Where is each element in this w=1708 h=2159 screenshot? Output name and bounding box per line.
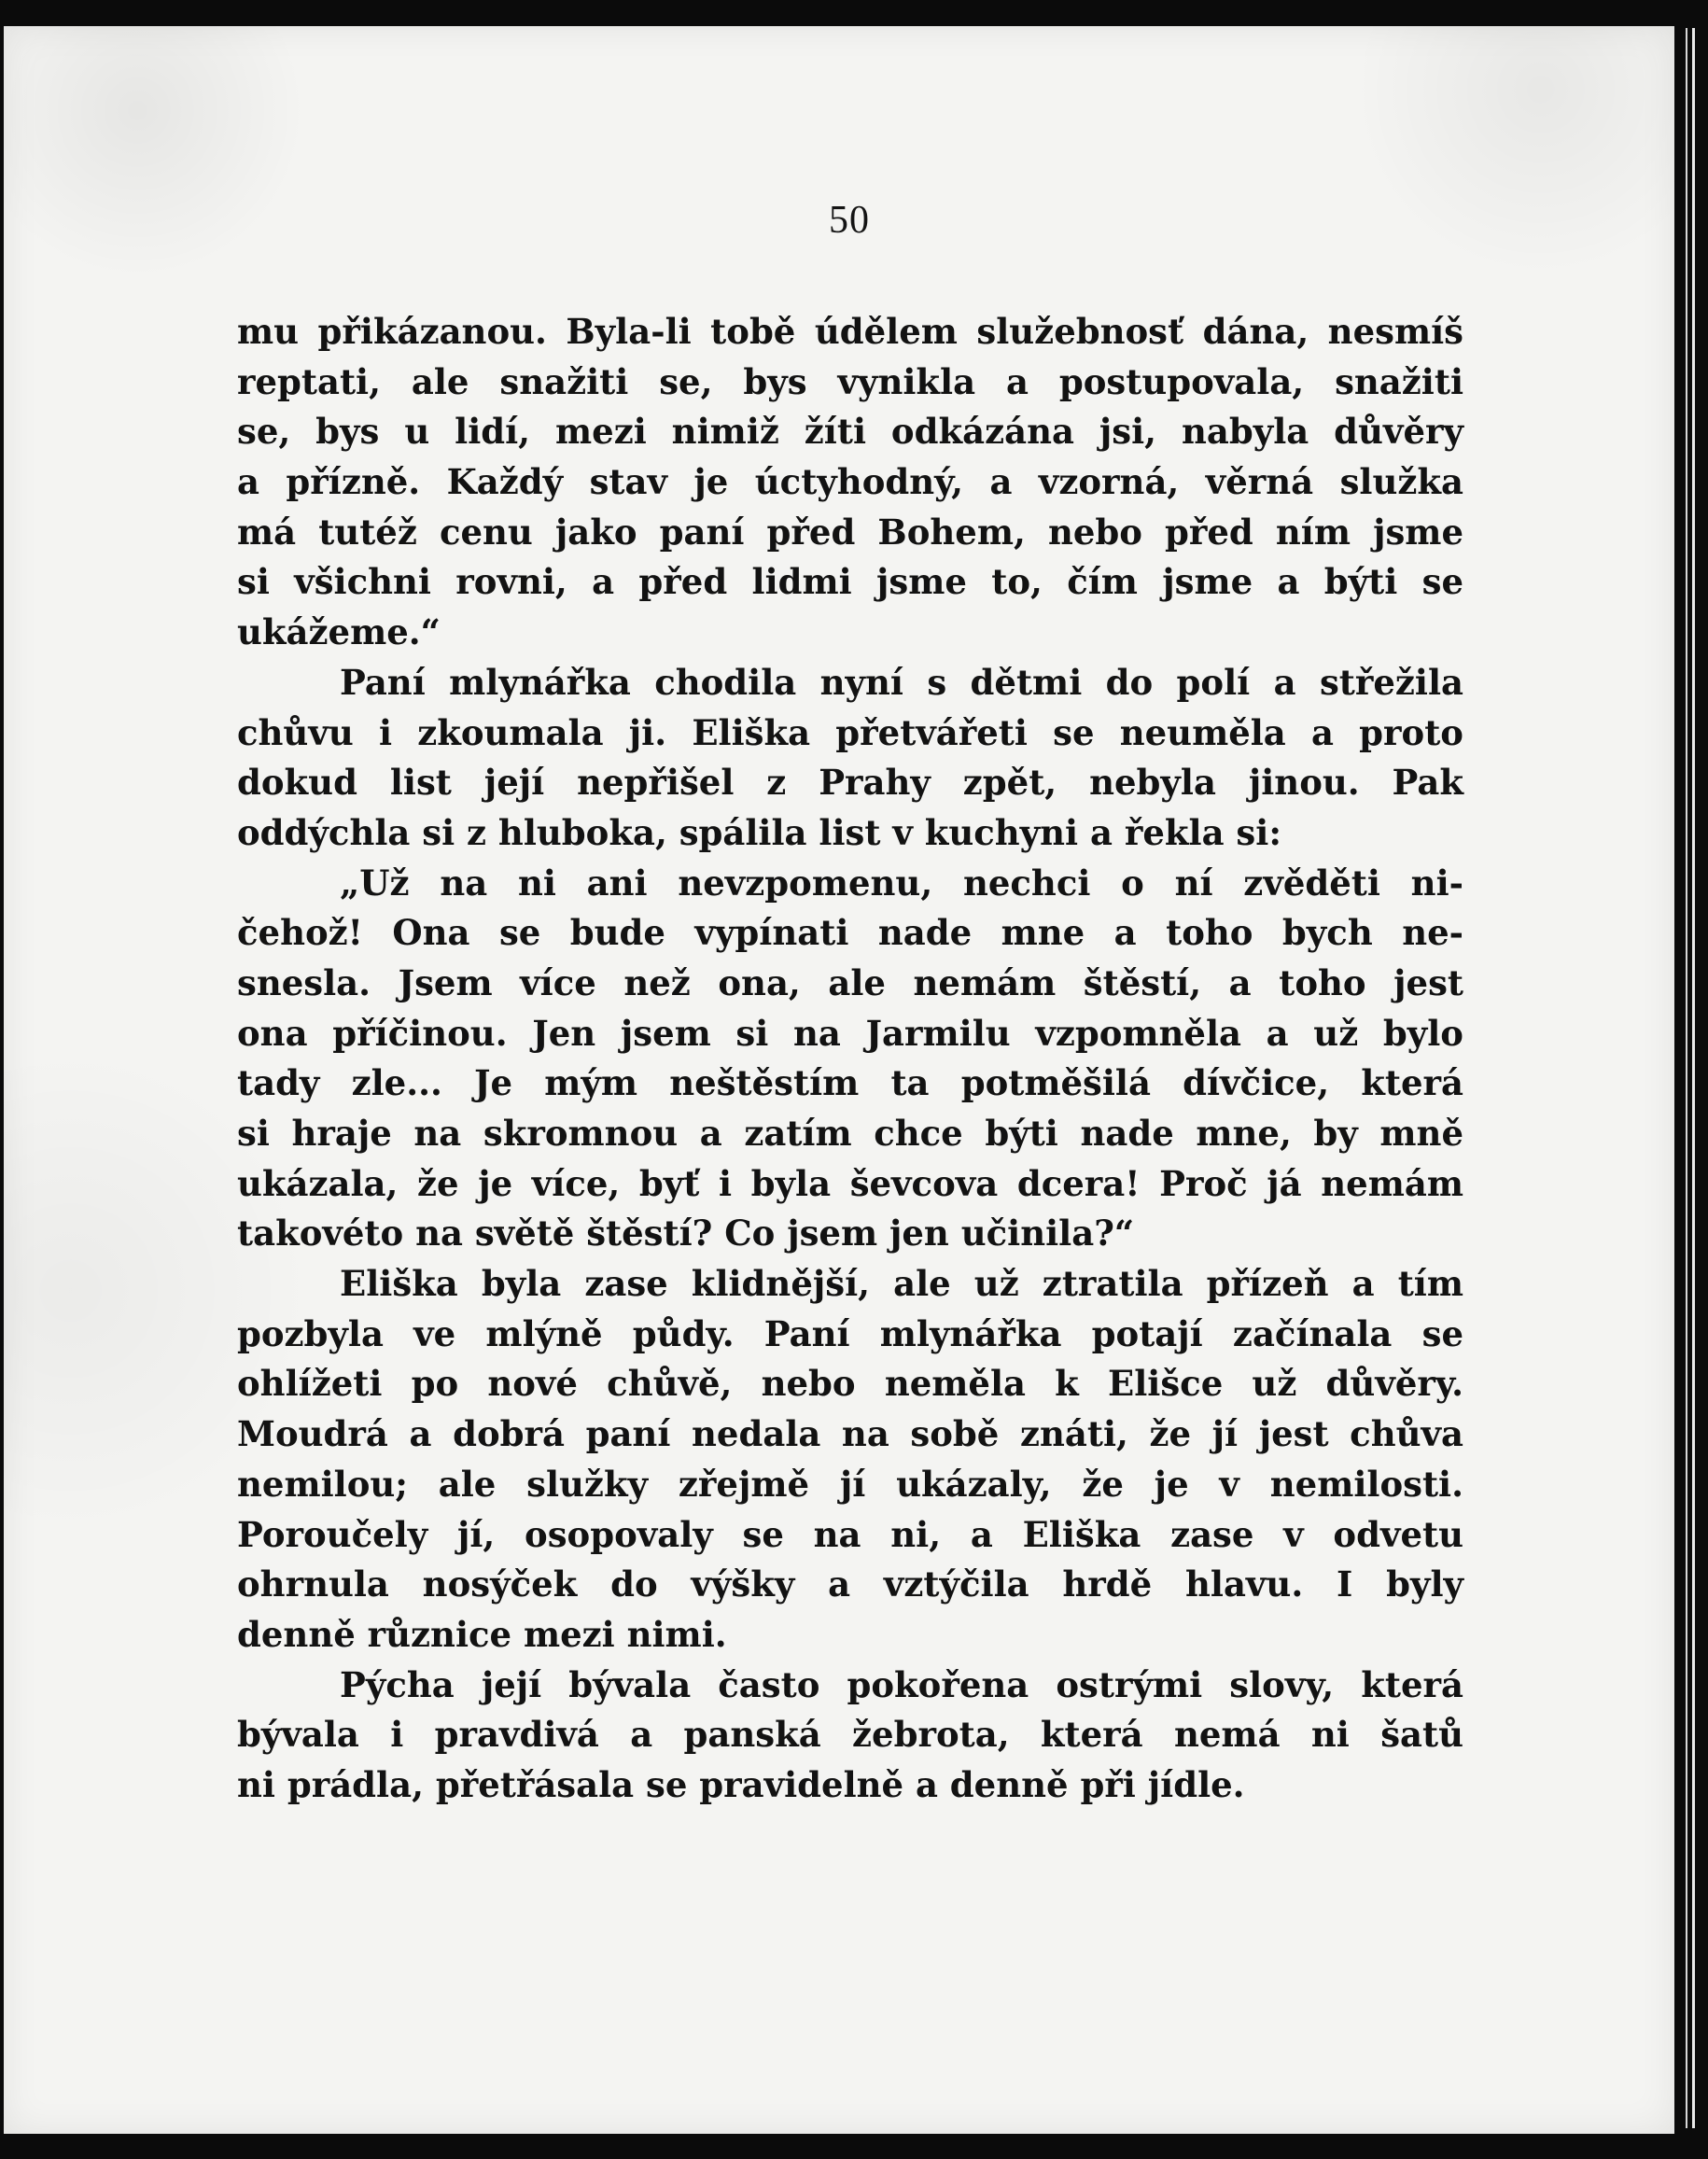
page-edge-line <box>1686 28 1687 2128</box>
text-line: má tutéž cenu jako paní před Bohem, nebo před ním jsme <box>237 511 1463 553</box>
text-line: si všichni rovni, a před lidmi jsme to, čím jsme a býti se <box>237 561 1463 603</box>
text-line: bývala i pravdivá a panská žebrota, která nemá ni šatů <box>237 1714 1463 1756</box>
text-line: dokud list její nepřišel z Prahy zpět, nebyla jinou. Pak <box>237 762 1463 804</box>
text-line: se, bys u lidí, mezi nimiž žíti odkázána jsi, nabyla důvěry <box>237 411 1463 453</box>
text-line: ohlížeti po nové chůvě, nebo neměla k Elišce už důvěry. <box>237 1363 1463 1405</box>
text-line: ona příčinou. Jen jsem si na Jarmilu vzpomněla a už bylo <box>237 1012 1463 1054</box>
text-line: snesla. Jsem více než ona, ale nemám štěstí, a toho jest <box>237 961 1463 1003</box>
text-line: Pýcha její bývala často pokořena ostrými slovy, která <box>340 1663 1463 1705</box>
text-line: čehož! Ona se bude vypínati nade mne a toho bych ne- <box>237 912 1463 954</box>
text-line: reptati, ale snažiti se, bys vynikla a postupovala, snažiti <box>237 360 1463 402</box>
text-line: si hraje na skromnou a zatím chce býti nade mne, by mně <box>237 1113 1463 1154</box>
text-line: Paní mlynářka chodila nyní s dětmi do polí a střežila <box>340 661 1463 703</box>
text-line: oddýchla si z hluboka, spálila list v kuchyni a řekla si: <box>237 811 1281 853</box>
text-line: „Už na ni ani nevzpomenu, nechci o ní zvěděti ni- <box>340 862 1463 904</box>
page-number: 50 <box>829 199 870 242</box>
text-line: ukázala, že je více, byť i byla ševcova dcera! Proč já nemám <box>237 1162 1463 1204</box>
text-line: nemilou; ale služky zřejmě jí ukázaly, že je v nemilosti. <box>237 1463 1463 1505</box>
text-line: chůvu i zkoumala ji. Eliška přetvářeti se neuměla a proto <box>237 711 1463 753</box>
text-line: takovéto na světě štěstí? Co jsem jen učinila?“ <box>237 1213 1135 1255</box>
page-edge-line-outer <box>1692 28 1695 2128</box>
text-line: Moudrá a dobrá paní nedala na sobě znáti, že jí jest chůva <box>237 1413 1463 1455</box>
text-line: ni prádla, přetřásala se pravidelně a denně při jídle. <box>237 1763 1245 1805</box>
page-edge-border <box>1674 0 1708 2159</box>
text-line: mu přikázanou. Byla-li tobě údělem služebnosť dána, nesmíš <box>237 311 1463 352</box>
text-line: denně různice mezi nimi. <box>237 1613 727 1655</box>
text-line: a přízně. Každý stav je úctyhodný, a vzorná, věrná služka <box>237 461 1463 503</box>
text-line: tady zle... Je mým neštěstím ta potměšilá dívčice, která <box>237 1062 1463 1104</box>
text-line: ohrnula nosýček do výšky a vztýčila hrdě hlavu. I byly <box>237 1563 1463 1605</box>
text-line: Poroučely jí, osopovaly se na ni, a Eliška zase v odvetu <box>237 1513 1463 1555</box>
text-line: ukážeme.“ <box>237 611 441 653</box>
text-line: pozbyla ve mlýně půdy. Paní mlynářka potají začínala se <box>237 1312 1463 1354</box>
text-line: Eliška byla zase klidnější, ale už ztratila přízeň a tím <box>340 1263 1463 1305</box>
body-text <box>237 307 1463 1811</box>
